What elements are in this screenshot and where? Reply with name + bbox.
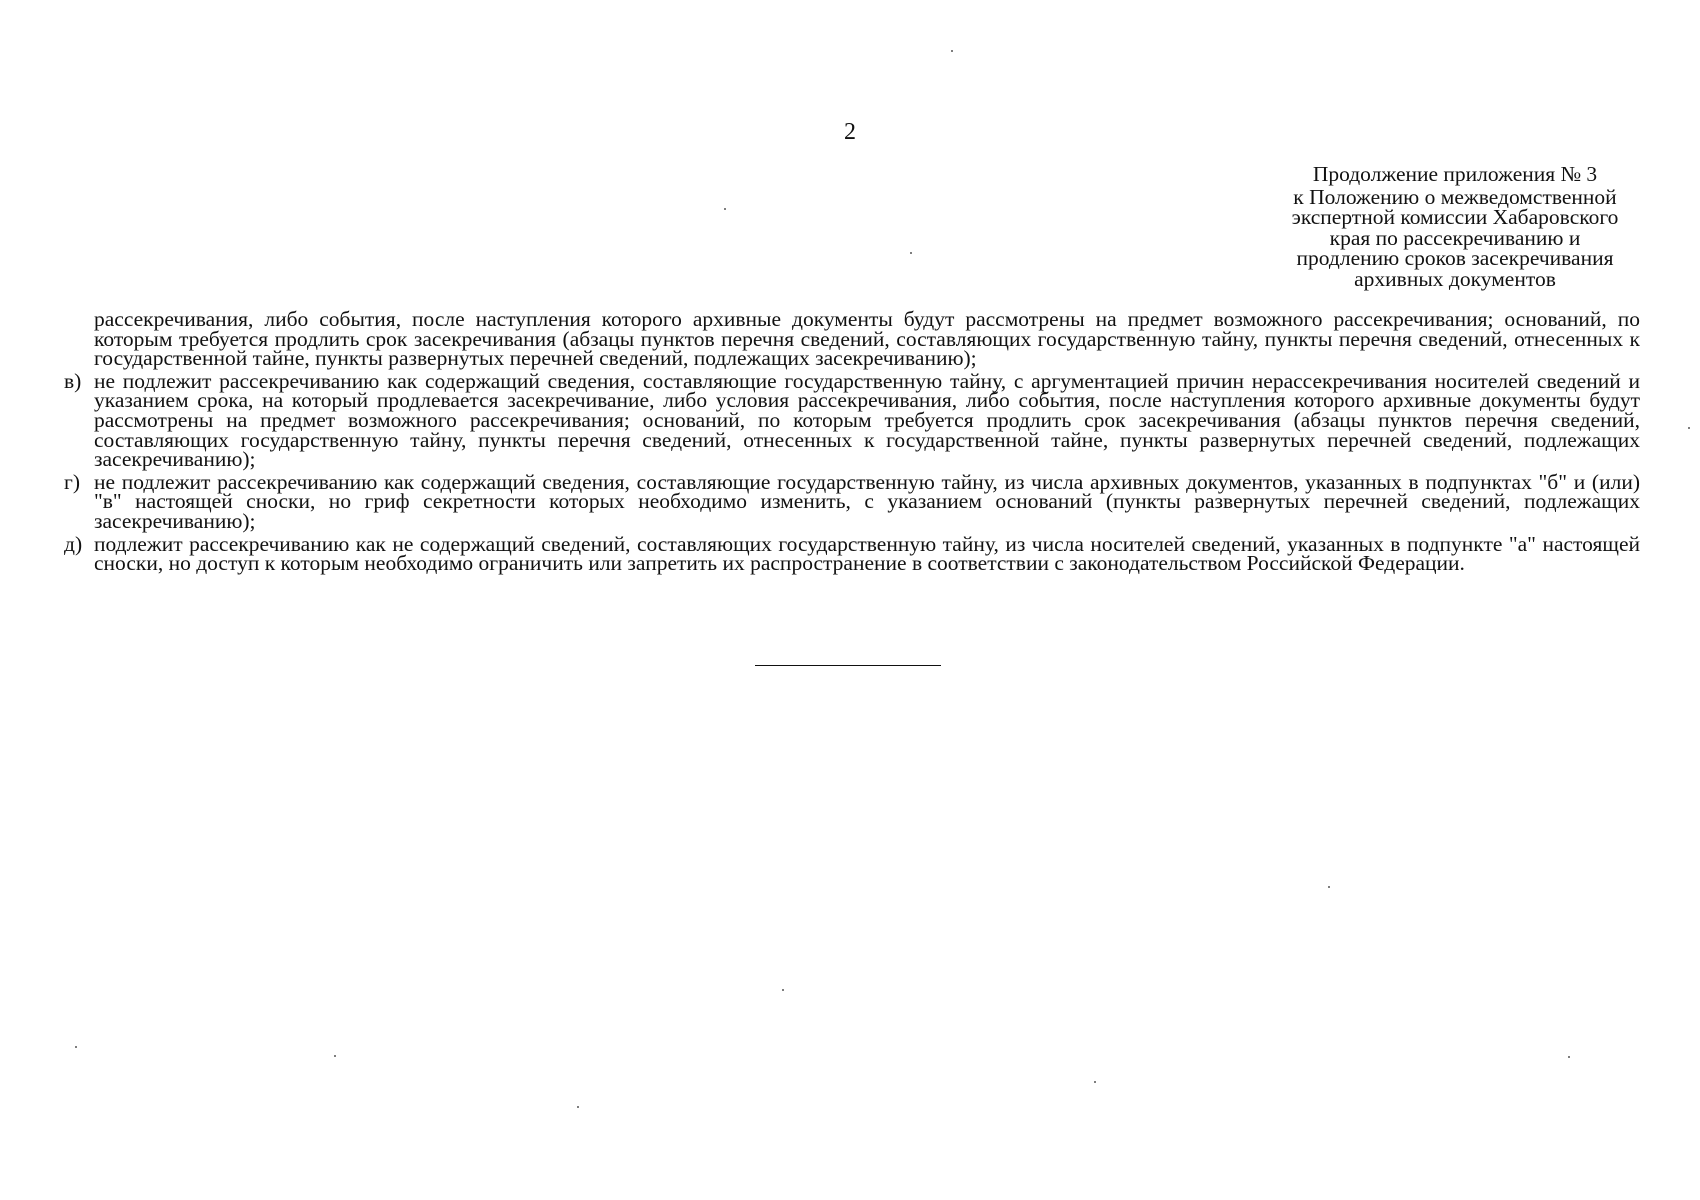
appendix-header-line: продлению сроков засекречивания — [1296, 246, 1614, 270]
paragraph-marker: д) — [64, 531, 83, 556]
footnote-body — [64, 307, 1640, 577]
scan-speck — [951, 50, 953, 52]
scan-speck — [1568, 1056, 1570, 1058]
appendix-header-line: архивных документов — [1354, 266, 1556, 291]
appendix-header — [1240, 164, 1670, 289]
paragraph-text: подлежит рассекречиванию как не содержащий сведений, составляющих государственную тайну, из числа носителей сведений, указанных в подпункте "а" настоящей сноски, но доступ к которым необходимо ограничить или запретить их распространение в соответствии с законодательством Российской Федерации. — [94, 531, 1640, 576]
scan-speck — [910, 252, 912, 254]
scan-speck — [724, 208, 726, 210]
footnote-paragraph — [64, 368, 1640, 472]
scan-speck — [1094, 1081, 1096, 1083]
page-number: 2 — [844, 119, 856, 145]
footnote-paragraph — [64, 307, 1640, 371]
paragraph-text: не подлежит рассекречиванию как содержащий сведения, составляющие государственную тайну, с аргументацией причин нерассекречивания носителей сведений и указанием срока, на который продлевается засекречивание, либо условия рассекречивания, либо события, после наступления которого архивные документы будут рассмотрены на предмет возможного рассекречивания; оснований, по которым требуется продлить срок засекречивания (абзацы пунктов перечня сведений, составляющих государственную тайну, пункты перечня сведений, отнесенных к государственной тайне, пункты развернутых перечней сведений, подлежащих засекречиванию); — [94, 368, 1640, 472]
paragraph-marker: в) — [64, 368, 82, 393]
scan-speck — [782, 989, 784, 991]
appendix-header-line: края по рассекречиванию и — [1329, 225, 1581, 250]
scan-speck — [334, 1055, 336, 1057]
scan-speck — [1688, 427, 1690, 429]
appendix-continuation-title: Продолжение приложения № 3 — [1312, 162, 1598, 186]
scan-speck — [577, 1106, 579, 1108]
footnote-paragraph — [64, 531, 1640, 576]
scan-speck — [1328, 886, 1330, 888]
paragraph-text: не подлежит рассекречиванию как содержащий сведения, составляющие государственную тайну, из числа архивных документов, указанных в подпунктах "б" и (или) "в" настоящей сноски, но гриф секретности которых необходимо изменить, с указанием оснований (пункты развернутых перечней сведений, подлежащих засекречиванию); — [94, 469, 1640, 533]
end-separator-line — [755, 665, 941, 666]
paragraph-marker: г) — [64, 469, 80, 494]
appendix-header-line: к Положению о межведомственной — [1293, 184, 1617, 209]
appendix-header-line: экспертной комиссии Хабаровского — [1291, 205, 1619, 229]
footnote-paragraph — [64, 469, 1640, 533]
scan-speck — [75, 1046, 77, 1048]
paragraph-text: рассекречивания, либо события, после наступления которого архивные документы будут рассмотрены на предмет возможного рассекречивания; оснований, по которым требуется продлить срок засекречивания (абзацы пунктов перечня сведений, составляющих государственную тайну, пункты перечня сведений, отнесенных к государственной тайне, пункты развернутых перечней сведений, подлежащих засекречиванию); — [94, 307, 1640, 371]
